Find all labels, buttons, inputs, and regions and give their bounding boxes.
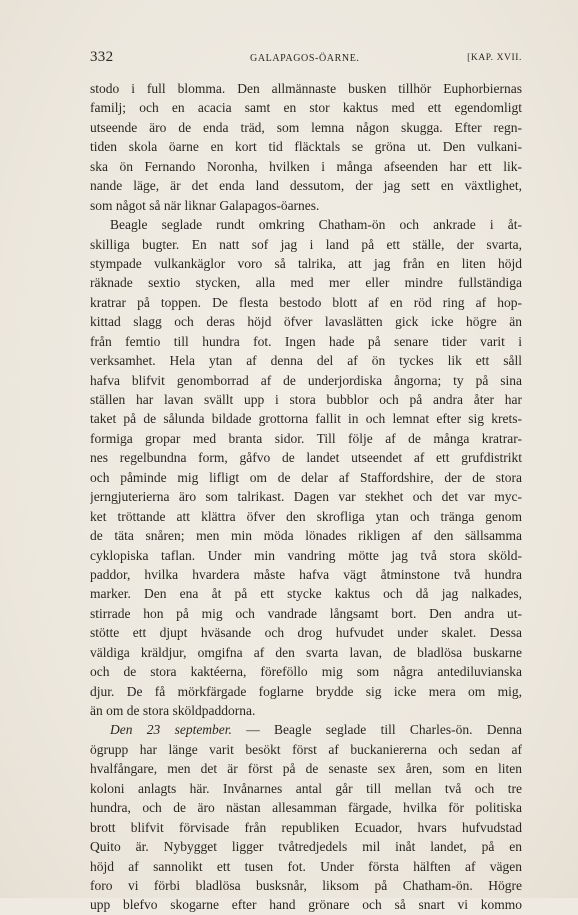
text-line [90, 720, 522, 739]
text-line: cyklopiska taflan. Under min vandring mötte jag två stora sköld- [90, 547, 522, 563]
text-line: upp blefvo skogarne efter hand grönare och så snart vi kommo [90, 897, 522, 913]
text-line: väldiga kräldjur, omgifna af den svarta lavan, de bladlösa buskarne [90, 644, 522, 660]
text-line: jerngjuterierna äro som talrikast. Dagen var stekhet och det var myc- [90, 489, 522, 505]
text-line: formiga gropar med branta sidor. Till följe af de många kratrar- [90, 430, 522, 446]
text-line: ställen har lavan svällt upp i stora bubblor och på andra åter har [90, 392, 522, 407]
text-line: de täta snåren; men min möda lönades rikligen af den sällsamma [90, 528, 522, 544]
text-line: ska ön Fernando Noronha, hvilken i många afseenden har ett lik- [90, 158, 522, 174]
text-line: från femtio till hundra fot. Ingen hade på senare tider varit i [90, 333, 522, 349]
text-line: nande läge, är det enda land dessutom, der jag sett en växtlighet, [90, 178, 522, 194]
paragraph-1 [90, 79, 522, 215]
text-line: än om de stora sköldpaddorna. [90, 703, 256, 718]
paragraph-2 [90, 215, 522, 720]
text-line: nes regelbundna form, gåfvo de landet utseendet af ett grufdistrikt [90, 450, 522, 466]
text-line: stirrade hon på mig och vandrade långsamt bort. Den andra ut- [90, 605, 522, 621]
text-line: marker. Den ena åt på ett stycke kaktus och då jag nalkades, [90, 586, 522, 602]
text-line: utseende äro de enda träd, som lemna någon skugga. Efter regn- [90, 119, 522, 135]
text-line: kratrar på toppen. De flesta bestodo blott af en röd ring af hop- [90, 294, 522, 310]
text-line: djur. De få mörkfärgade foglarne brydde sig icke mera om mig, [90, 683, 522, 699]
text-line: skilliga bugter. En natt sof jag i land på ett ställe, der svarta, [90, 236, 522, 252]
text-line: ögrupp har länge varit besökt först af buckaniererna och sedan af [90, 741, 522, 757]
text-line: stötte ett djupt hväsande och drog hufvudet under skalet. Dessa [90, 625, 522, 641]
dateline: Den 23 september. [110, 722, 232, 738]
page-header [90, 49, 522, 69]
text-fragment: — Beagle seglade till Charles-ön. Denna [231, 722, 522, 738]
chapter-reference: [KAP. XVII. [467, 53, 522, 63]
text-line: och de stora kaktéerna, föreföllo mig som några antediluvianska [90, 664, 522, 680]
page-number: 332 [90, 49, 114, 65]
text-line: foro vi förbi bladlösa busksnår, liksom på Chatham-ön. Högre [90, 877, 522, 893]
text-line: kittad slagg och deras höjd öfver lavaslätten gick icke högre än [90, 314, 522, 330]
text-line: hvalfångare, men det är först på de senaste sex åren, som en liten [90, 761, 522, 777]
running-title: GALAPAGOS-ÖARNE. [250, 53, 360, 64]
text-line: familj; och en acacia samt en stor kaktus med ett egendomligt [90, 100, 522, 116]
text-line: stodo i full blomma. Den allmännaste busken tillhör Euphorbiernas [90, 81, 522, 96]
text-line: Quito är. Nybygget ligger tvåtredjedels mil inåt landet, på en [90, 839, 522, 855]
text-line: som något så när liknar Galapagos-öarnes. [90, 197, 320, 213]
text-line: höjd af sannolikt ett tusen fot. Under första hälften af vägen [90, 858, 522, 874]
text-line: koloni anlagts här. Invånarnes antal går till mellan två och tre [90, 780, 522, 796]
text-line: ket tröttande att klättra öfver den skrofliga ytan och tränga genom [90, 508, 522, 524]
paragraph-3 [90, 720, 522, 914]
text-line: stympade vulkankäglor voro så talrika, att jag från en liten höjd [90, 255, 522, 271]
text-line: brott blifvit förvisade från republiken Ecuador, hvars hufvudstad [90, 819, 522, 835]
text-line: hafva blifvit genomborrad af de underjordiska ångorna; ty på sina [90, 372, 522, 388]
text-line: tiden skola öarne en kort tid fläcktals se gröna ut. Den vulkani- [90, 139, 522, 155]
body-text [90, 79, 522, 915]
text-line: paddor, hvilka hvardera måste hafva vägt åtminstone två hundra [90, 566, 522, 582]
text-line: räknade sextio stycken, alla med mer eller mindre fullständiga [90, 275, 522, 291]
text-line: hundra, och de äro nästan allesamman färgade, hvilka för politiska [90, 800, 522, 816]
text-line: och påminde mig lifligt om de delar af Staffordshire, der de stora [90, 469, 522, 485]
text-line: verksamhet. Hela ytan af denna del af ön tyckes lik ett såll [90, 353, 522, 369]
text-line: taket på de sålunda bildade grottorna fallit in och lemnat efter sig krets- [90, 411, 522, 427]
text-line: Beagle seglade rundt omkring Chatham-ön och ankrade i åt- [110, 217, 522, 233]
